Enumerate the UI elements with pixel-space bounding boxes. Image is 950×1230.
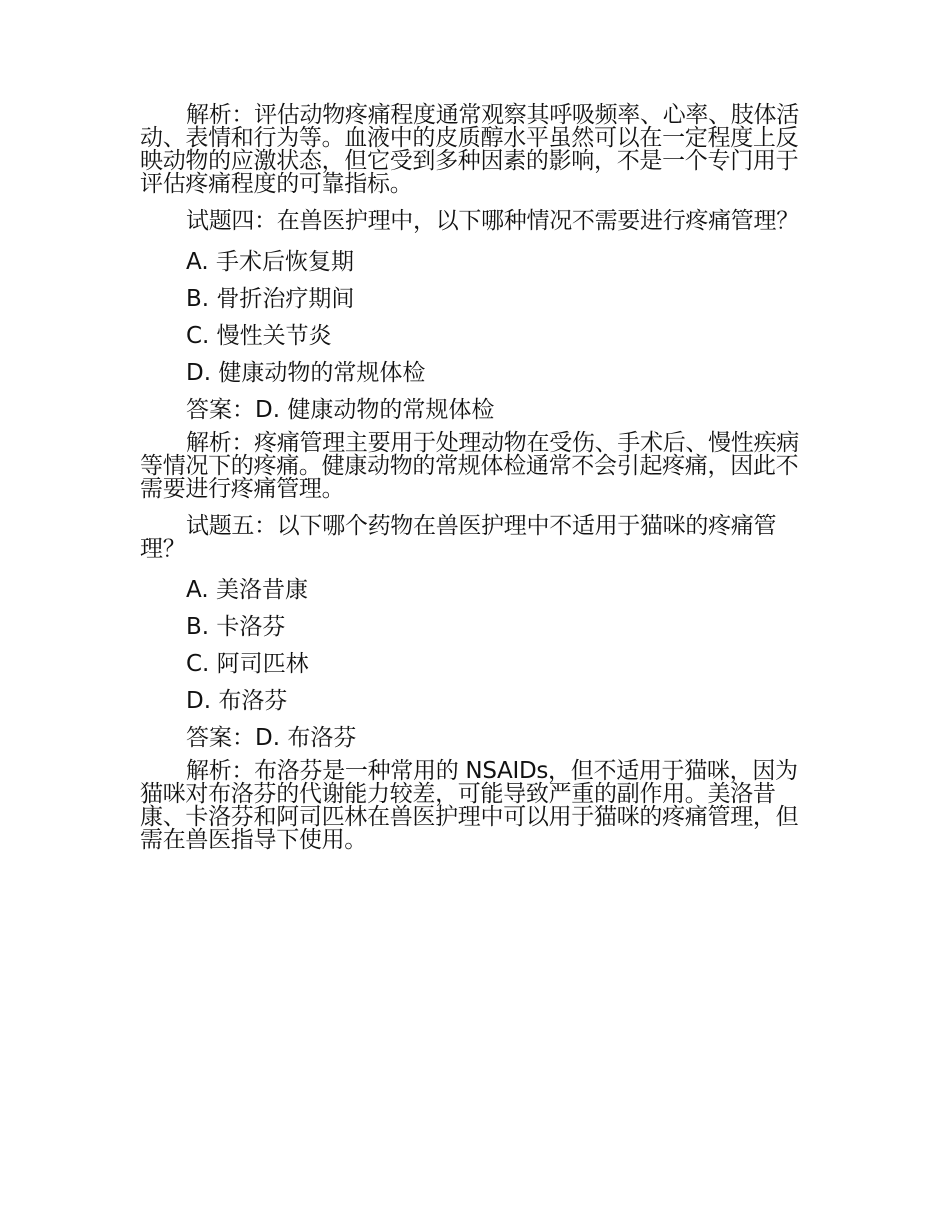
question-5-option-a: A. 美洛昔康 xyxy=(186,577,308,603)
question-5-stem: 试题五：以下哪个药物在兽医护理中不适用于猫咪的疼痛管理？ xyxy=(140,513,777,562)
explanation-paragraph: 解析：评估动物疼痛程度通常观察其呼吸频率、心率、肢体活动、表情和行为等。血液中的皮质醇水平虽然可以在一定程度上反映动物的应激状态，但它受到多种因素的影响，不是一个专门用于评估疼痛程度的可靠指标。 xyxy=(140,102,799,197)
document-page xyxy=(140,104,812,866)
question-5-option-b: B. 卡洛芬 xyxy=(186,614,286,640)
question-5-answer: 答案：D. 布洛芬 xyxy=(186,725,357,751)
question-4-option-b: B. 骨折治疗期间 xyxy=(186,286,355,312)
question-5-option-c: C. 阿司匹林 xyxy=(186,651,309,677)
question-5-option-d: D. 布洛芬 xyxy=(186,688,288,714)
question-4-stem: 试题四：在兽医护理中，以下哪种情况不需要进行疼痛管理？ xyxy=(186,208,799,234)
question-5-explanation: 解析：布洛芬是一种常用的 NSAIDs，但不适用于猫咪，因为猫咪对布洛芬的代谢能力较差，可能导致严重的副作用。美洛昔康、卡洛芬和阿司匹林在兽医护理中可以用于猫咪的疼痛管理，但需在兽医指导下使用。 xyxy=(140,758,799,853)
question-4-option-c: C. 慢性关节炎 xyxy=(186,323,332,349)
question-4-explanation: 解析：疼痛管理主要用于处理动物在受伤、手术后、慢性疾病等情况下的疼痛。健康动物的常规体检通常不会引起疼痛，因此不需要进行疼痛管理。 xyxy=(140,430,799,502)
question-4-option-a: A. 手术后恢复期 xyxy=(186,249,354,275)
question-4-option-d: D. 健康动物的常规体检 xyxy=(186,360,426,386)
question-4-answer: 答案：D. 健康动物的常规体检 xyxy=(186,397,495,423)
